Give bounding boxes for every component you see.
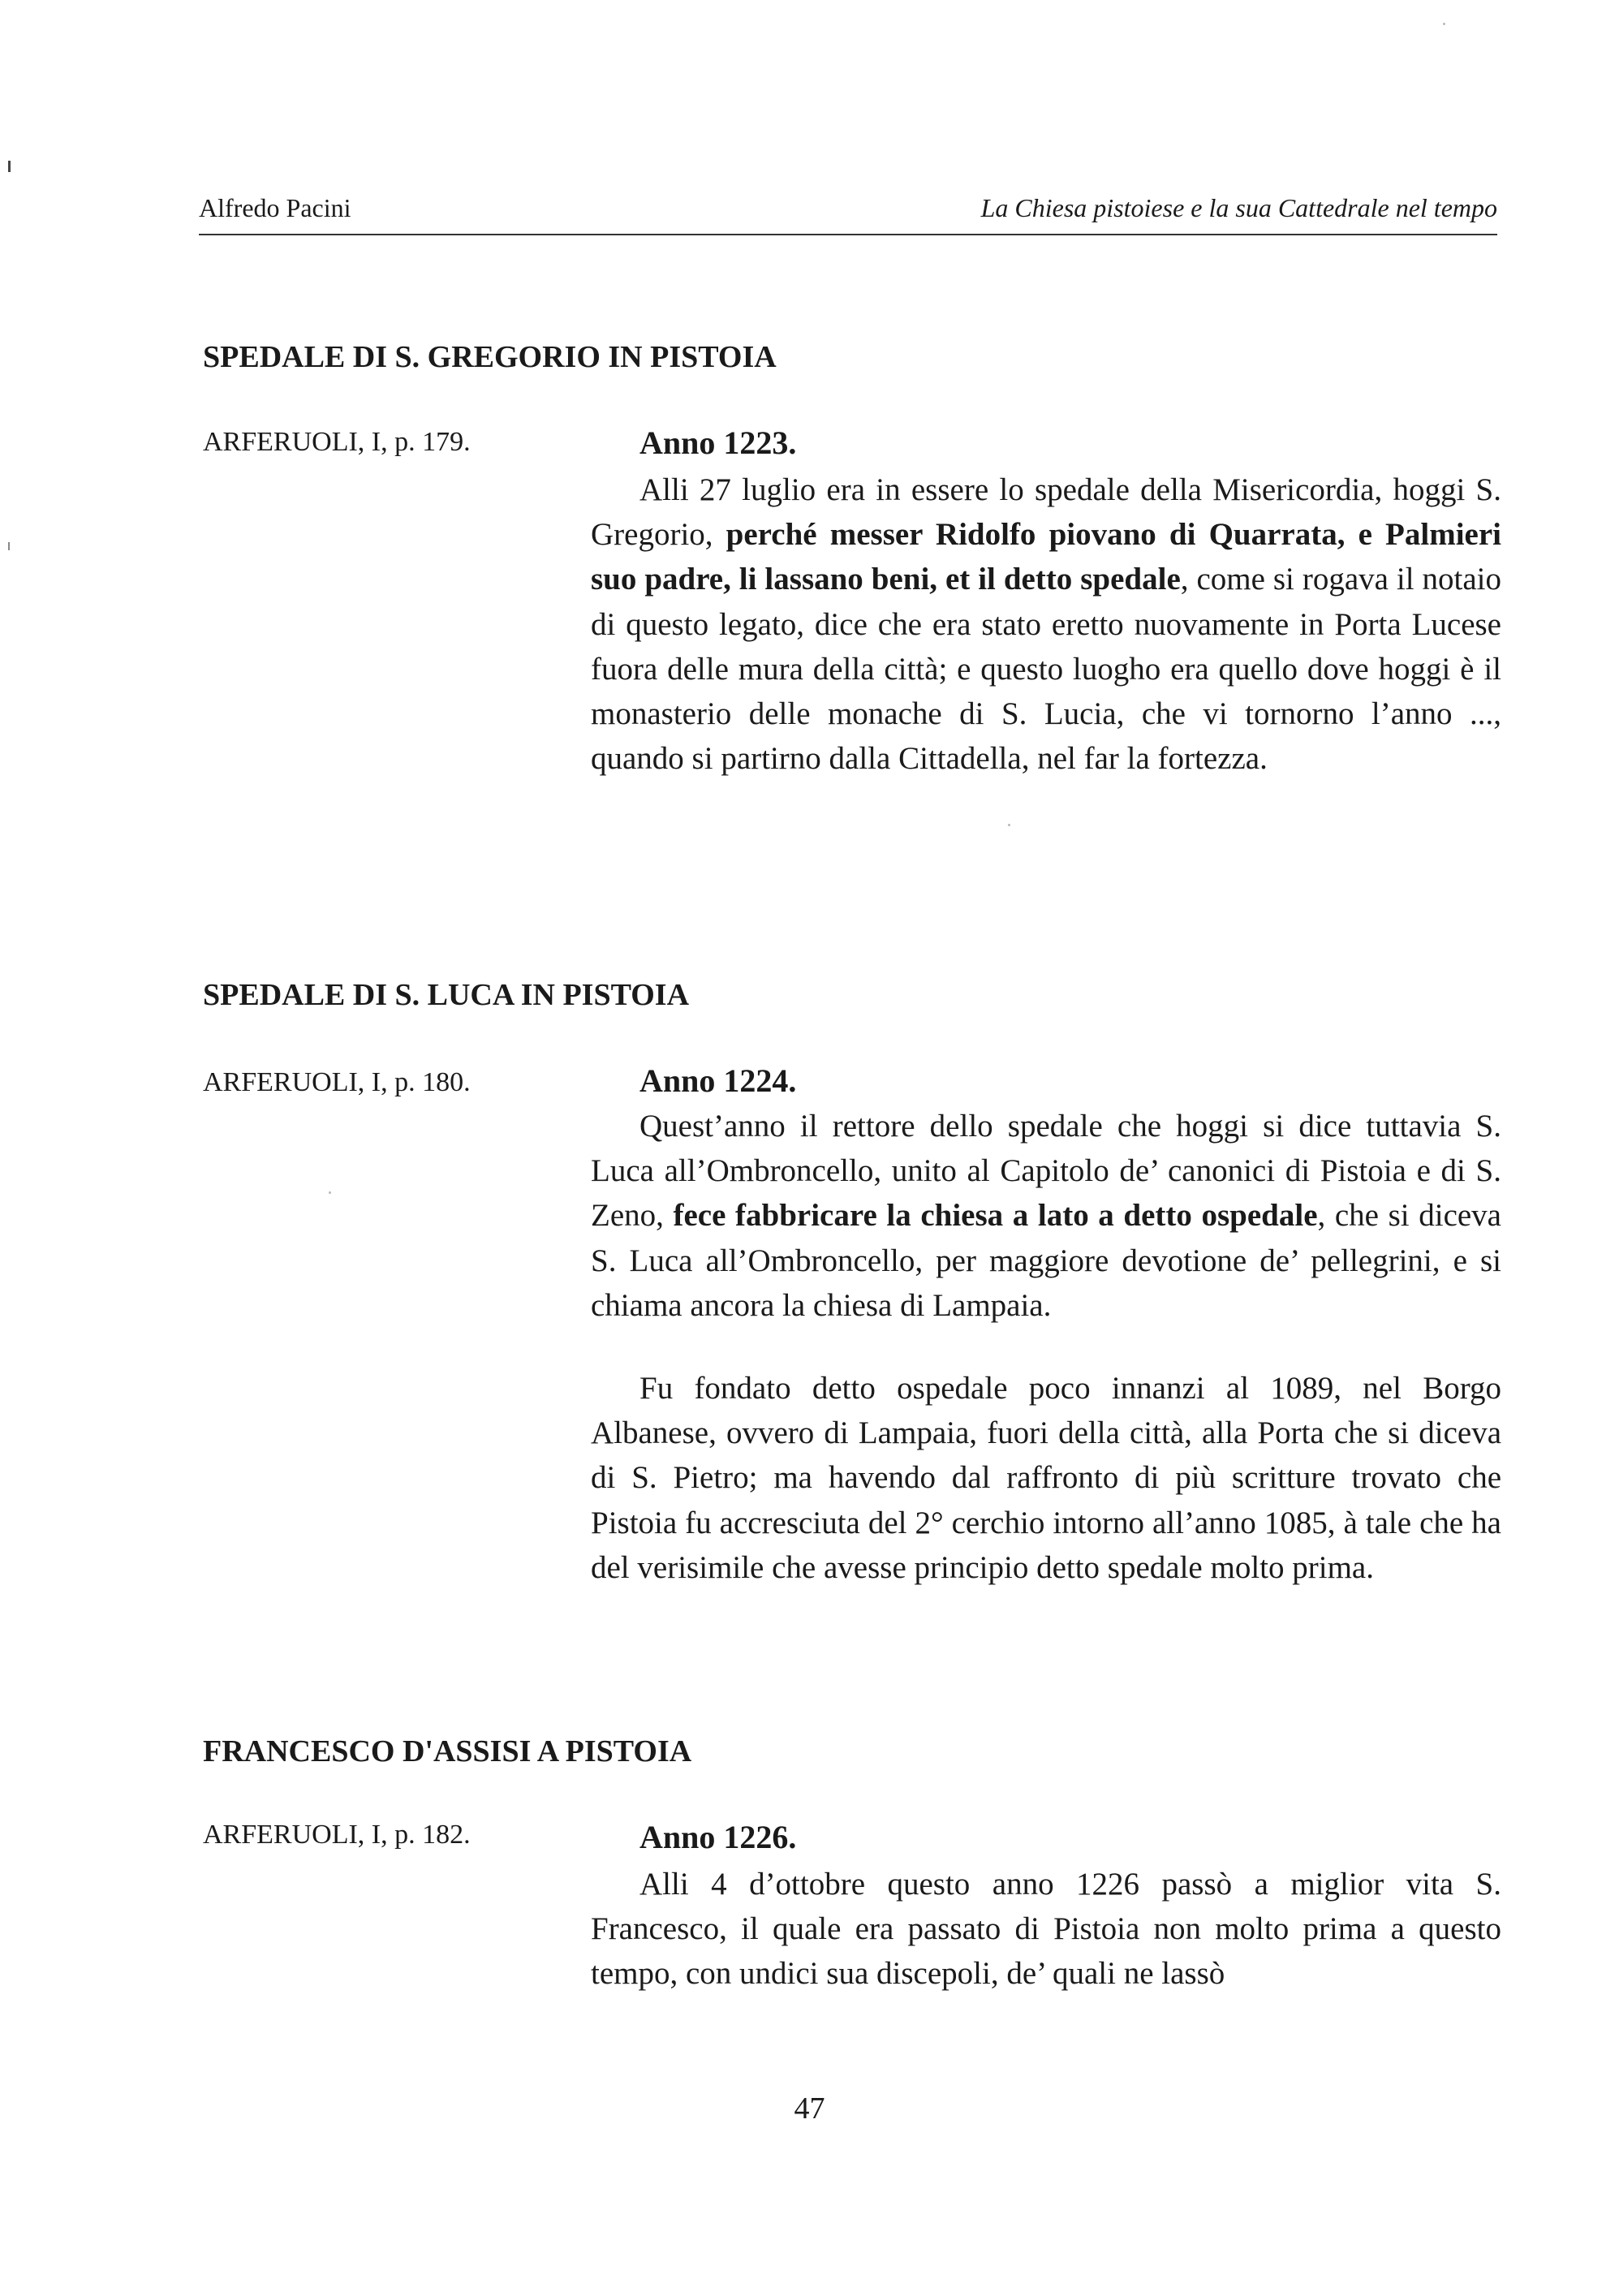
- section-title: SPEDALE DI S. GREGORIO IN PISTOIA: [203, 340, 777, 374]
- paragraph-text: , che si diceva S. Luca all’Ombroncello, per maggiore devotione de’ pellegrini, e si chiama ancora la chiesa di Lampaia.: [591, 1198, 1501, 1323]
- entry-paragraph: [591, 1366, 1501, 1590]
- section-title: SPEDALE DI S. LUCA IN PISTOIA: [203, 978, 690, 1012]
- scan-mark: [8, 542, 10, 550]
- entry-paragraph: [591, 467, 1501, 781]
- paragraph-text: Quest’anno il rettore dello spedale che hoggi si dice tuttavia S. Luca all’Ombroncello, unito al Capitolo de’ canonici di Pistoia e di S. Zeno,: [591, 1109, 1501, 1234]
- paragraph-text: Alli 4 d’ottobre questo anno 1226 passò a miglior vita S. Francesco, il quale era passato di Pistoia non molto prima a questo tempo, con undici sua discepoli, de’ quali ne lassò: [591, 1867, 1501, 1992]
- entry-paragraph: [591, 1104, 1501, 1328]
- paragraph-text: , come si rogava il notaio di questo legato, dice che era stato eretto nuovamente in Porta Lucese fuora delle mura della città; e questo luogho era quello dove hoggi è il monasterio delle monache di S. Lucia, che vi tornorno l’anno ..., quando si partirno dalla Cittadella, nel far la fortezza.: [591, 562, 1501, 777]
- paragraph-text: Fu fondato detto ospedale poco innanzi al 1089, nel Borgo Albanese, ovvero di Lampaia, fuori della città, alla Porta che si diceva di S. Pietro; ma havendo dal raffronto di più scritture trovato che Pistoia fu accresciuta del 2° cerchio intorno all’anno 1085, à tale che ha del verisimile che avesse principio detto spedale molto prima.: [591, 1371, 1501, 1585]
- entry-year: Anno 1223.: [639, 424, 797, 461]
- scan-speck: [329, 1191, 331, 1194]
- entry-year: Anno 1224.: [639, 1062, 797, 1099]
- entry-year: Anno 1226.: [639, 1819, 797, 1855]
- running-head: [199, 193, 1497, 229]
- running-head-book-title: La Chiesa pistoiese e la sua Cattedrale nel tempo: [980, 193, 1497, 222]
- running-head-author: Alfredo Pacini: [199, 193, 351, 222]
- source-reference: ARFERUOLI, I, p. 182.: [203, 1820, 471, 1850]
- header-rule: [199, 234, 1497, 235]
- emphasized-text: fece fabbricare la chiesa a lato a detto ospedale: [673, 1198, 1318, 1234]
- entry-paragraph: [591, 1862, 1501, 1997]
- paragraph-text: Alli 27 luglio era in essere lo spedale della Misericordia, hoggi S. Gregorio,: [591, 472, 1501, 553]
- source-reference: ARFERUOLI, I, p. 180.: [203, 1067, 471, 1097]
- source-reference: ARFERUOLI, I, p. 179.: [203, 427, 471, 457]
- page-number: 47: [794, 2091, 825, 2126]
- scan-mark: [8, 161, 11, 172]
- emphasized-text: perché messer Ridolfo piovano di Quarrata, e Palmieri suo padre, li lassano beni, et il detto spedale: [591, 517, 1501, 597]
- scan-speck: [1008, 824, 1010, 826]
- scan-speck: [1443, 23, 1445, 25]
- section-title: FRANCESCO D'ASSISI A PISTOIA: [203, 1734, 692, 1768]
